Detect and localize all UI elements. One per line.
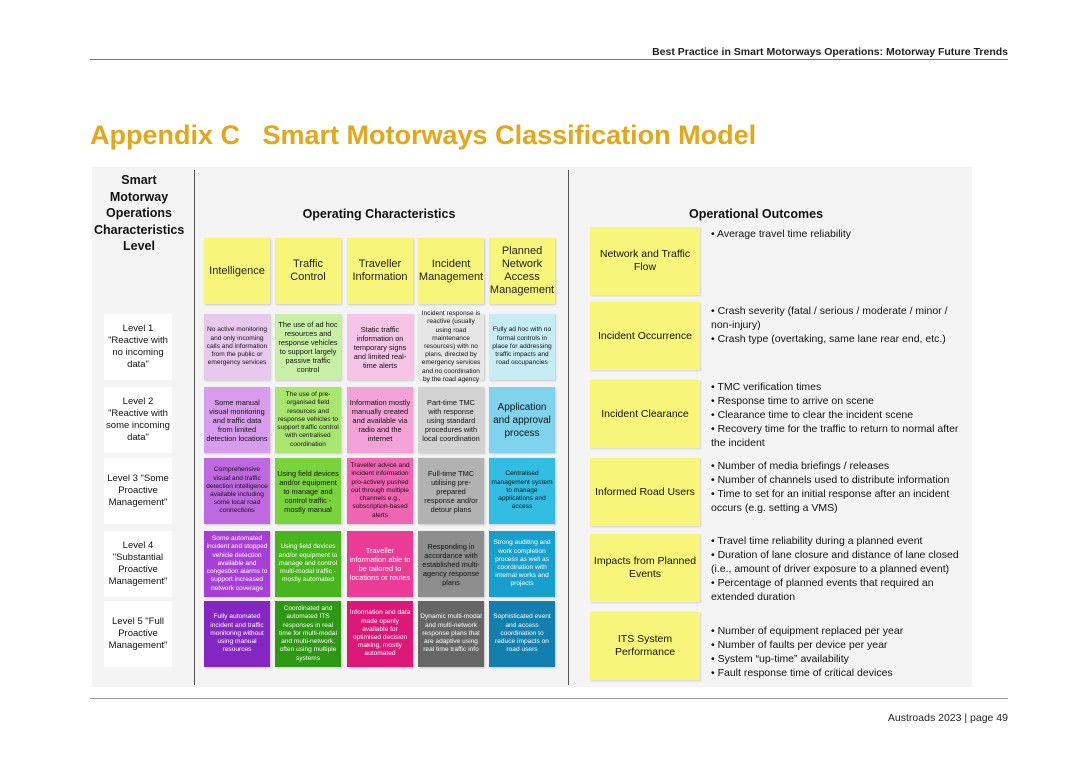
outcome-card-incident-clearance: Incident Clearance [590, 380, 700, 448]
grid-cell-l4-c2: Using field devices and/or equipment to manage and control multi-modal traffic - mostly automated [275, 531, 341, 597]
running-header: Best Practice in Smart Motorways Operations: Motorway Future Trends [652, 46, 1008, 58]
level-card-2: Level 2 "Reactive with some incoming data" [104, 387, 172, 453]
grid-cell-l4-c5: Strong auditing and work completion process as well as coordination with internal works and projects [489, 531, 555, 597]
grid-cell-l1-c3: Static traffic information on temporary signs and limited real-time alerts [347, 314, 413, 380]
grid-cell-l3-c5: Centralised management system to manage applications and access [489, 458, 555, 524]
bullet: • Time to set for an initial response after an incident occurs (e.g. setting a VMS) [711, 488, 950, 514]
outcome-card-its-system-performance: ITS System Performance [590, 612, 700, 680]
bullet: • Crash type (overtaking, same lane rear end, etc.) [711, 333, 946, 345]
grid-cell-l5-c5: Sophisticated event and access coordination to reduce impacts on road users [489, 601, 555, 667]
column-header-incident-management: Incident Management [418, 238, 484, 304]
grid-cell-l3-c4: Full-time TMC utilising pre-prepared response and/or detour plans [418, 458, 484, 524]
level-card-1: Level 1 "Reactive with no incoming data" [104, 314, 172, 380]
bullet: • Number of channels used to distribute information [711, 474, 950, 486]
outcome-card-informed-road-users: Informed Road Users [590, 458, 700, 526]
outcome-bullets-informed-road-users [711, 459, 963, 515]
divider-right [568, 170, 569, 685]
grid-cell-l5-c3: Information and data made openly available for optimised decision making, mostly automated [347, 601, 413, 667]
bullet: • Clearance time to clear the incident scene [711, 409, 914, 421]
outcome-bullets-incident-occurrence [711, 304, 963, 346]
level-card-5: Level 5 "Full Proactive Management" [104, 601, 172, 667]
outcome-card-impacts-from-planned-events: Impacts from Planned Events [590, 534, 700, 602]
page-title: Appendix C Smart Motorways Classification Model [90, 120, 757, 150]
outcome-bullets-travel-time [711, 227, 963, 241]
level-card-4: Level 4 "Substantial Proactive Management" [104, 531, 172, 597]
bullet: • Number of equipment replaced per year [711, 625, 904, 637]
bullet: • Number of media briefings / releases [711, 460, 890, 472]
bullet: • Response time to arrive on scene [711, 395, 875, 407]
bullet: • Number of faults per device per year [711, 639, 888, 651]
bullet: • Travel time reliability during a planned event [711, 535, 923, 547]
bullet: • TMC verification times [711, 381, 822, 393]
footer-rule [90, 698, 1008, 699]
bullet: • Crash severity (fatal / serious / moderate / minor / non-injury) [711, 305, 948, 331]
grid-cell-l5-c2: Coordinated and automated ITS responses in real time for multi-modal and multi-network, often using multiple systems [275, 601, 341, 667]
bullet: • Percentage of planned events that required an extended duration [711, 577, 934, 603]
grid-cell-l2-c4: Part-time TMC with response using standard procedures with local coordination [418, 387, 484, 453]
grid-cell-l5-c4: Dynamic multi-modal and multi-network response plans that are adaptive using real time traffic info [418, 601, 484, 667]
bullet: • Duration of lane closure and distance of lane closed (i.e., amount of driver exposure to a planned event) [711, 549, 959, 575]
level-heading: Smart Motorway Operations Characteristics Level [94, 173, 185, 253]
grid-cell-l2-c5: Application and approval process [489, 387, 555, 453]
outcome-bullets-incident-clearance [711, 380, 963, 450]
outcome-bullets-its-system-performance [711, 624, 963, 680]
column-header-intelligence: Intelligence [204, 238, 270, 304]
grid-cell-l4-c1: Some automated incident and stopped vehicle detection available and congestion alarms to support increased network coverage [204, 531, 270, 597]
divider-left [194, 170, 195, 685]
grid-cell-l5-c1: Fully automated incident and traffic monitoring without using manual resources [204, 601, 270, 667]
level-card-3: Level 3 "Some Proactive Management" [104, 458, 172, 524]
grid-cell-l1-c2: The use of ad hoc resources and response vehicles to support largely passive traffic control [275, 314, 341, 380]
column-header-planned-network-access-management: Planned Network Access Management [489, 238, 555, 304]
bullet: • Average travel time reliability [711, 228, 852, 240]
outcome-card-network-and-traffic-flow: Network and Traffic Flow [590, 227, 700, 295]
bullet: • Recovery time for the traffic to return to normal after the incident [711, 423, 959, 449]
bullet: • System “up-time” availability [711, 653, 849, 665]
grid-cell-l3-c1: Comprehensive visual and traffic detection intelligence available including some local road connections [204, 458, 270, 524]
grid-cell-l4-c4: Responding in accordance with established multi-agency response plans [418, 531, 484, 597]
outcomes-heading: Operational Outcomes [688, 207, 824, 221]
operating-heading: Operating Characteristics [302, 207, 456, 221]
outcome-card-incident-occurrence: Incident Occurrence [590, 302, 700, 370]
header-rule [90, 59, 1008, 60]
grid-cell-l4-c3: Traveller information able to be tailored to locations or routes [347, 531, 413, 597]
grid-cell-l2-c3: Information mostly manually created and available via radio and the internet [347, 387, 413, 453]
page-footer: Austroads 2023 | page 49 [887, 712, 1008, 724]
grid-cell-l3-c3: Traveller advice and incident information pro-actively pushed out through multiple channels e.g., subscription-based alerts [347, 458, 413, 524]
column-header-traffic-control: Traffic Control [275, 238, 341, 304]
grid-cell-l1-c5: Fully ad hoc with no formal controls in place for addressing traffic impacts and road occupancies [489, 314, 555, 380]
bullet: • Fault response time of critical devices [711, 667, 893, 679]
grid-cell-l1-c4: Incident response is reactive (usually using road maintenance resources) with no plans, directed by emergency services and no coordination by the road agency [418, 314, 484, 380]
grid-cell-l1-c1: No active monitoring and only incoming calls and information from the public or emergency services [204, 314, 270, 380]
column-header-traveller-information: Traveller Information [347, 238, 413, 304]
outcome-bullets-impacts-from-planned-events [711, 534, 963, 604]
grid-cell-l3-c2: Using field devices and/or equipment to manage and control traffic - mostly manual [275, 458, 341, 524]
grid-cell-l2-c2: The use of pre-organised field resources and response vehicles to support traffic control with centralised coordination [275, 387, 341, 453]
grid-cell-l2-c1: Some manual visual monitoring and traffic data from limited detection locations [204, 387, 270, 453]
